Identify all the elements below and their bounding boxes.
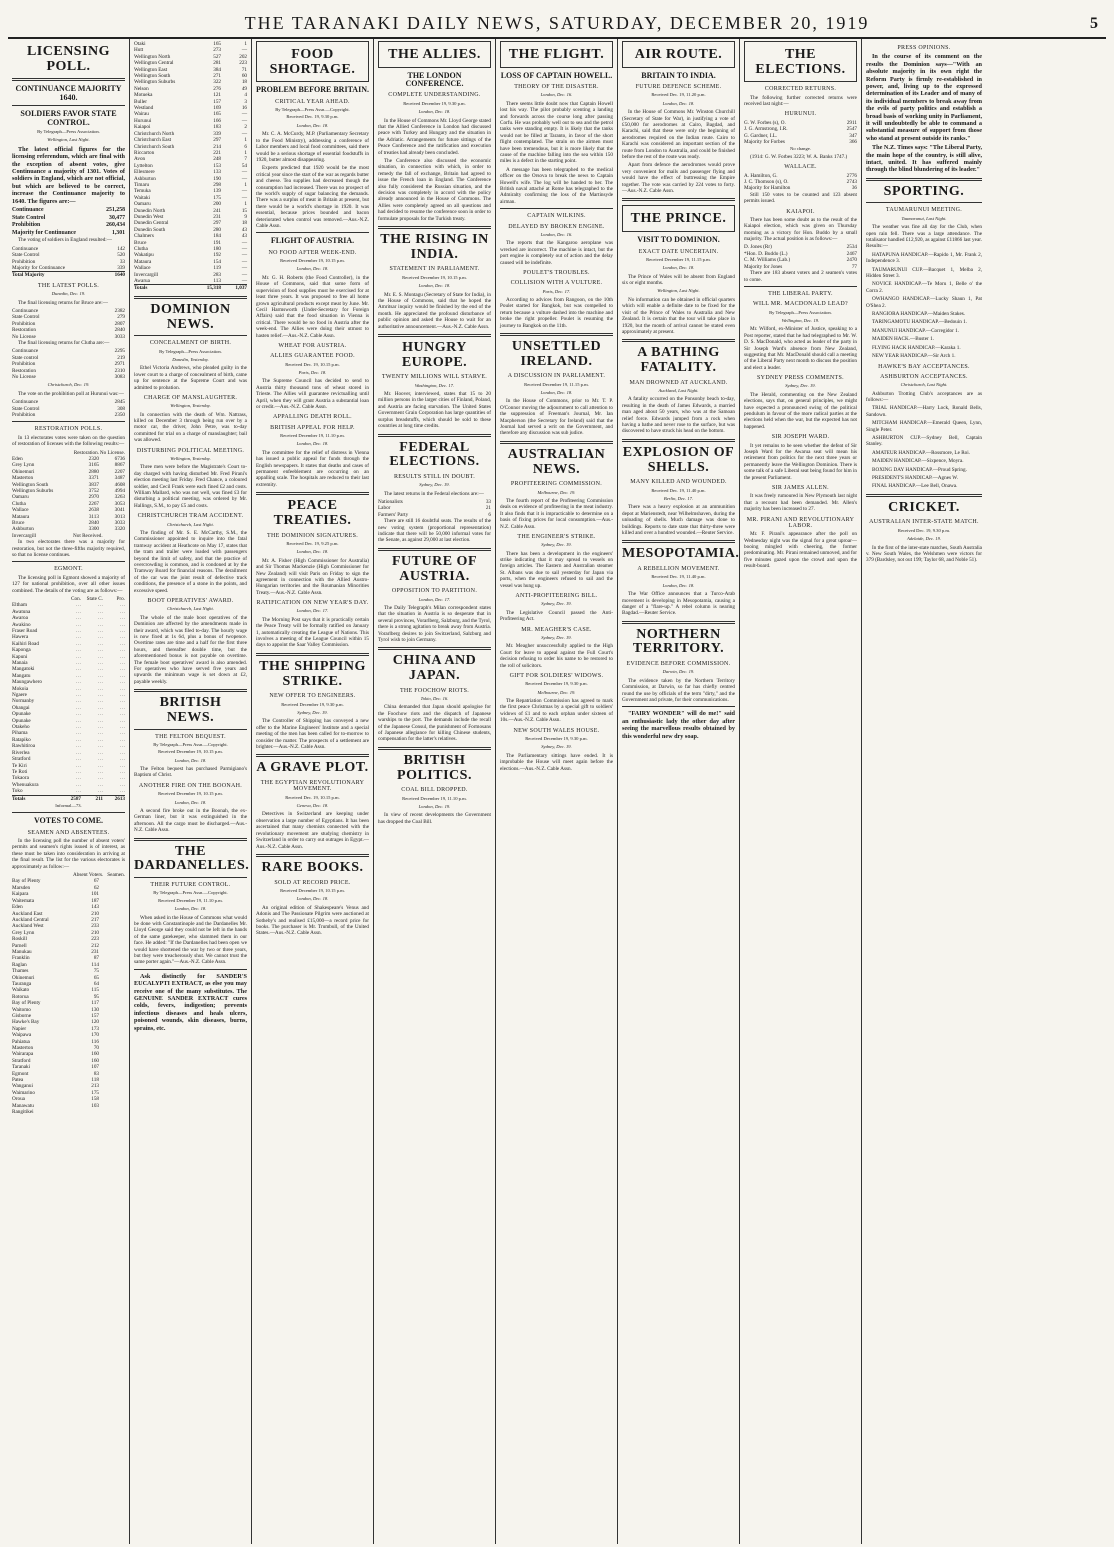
table-row: Temuka 139 — (134, 188, 247, 195)
table-row: Masterton 3371 3487 (12, 475, 125, 482)
table-row: Oamaru 200 1 (134, 201, 247, 208)
table-row: Parnell 212 (12, 942, 99, 949)
table-row: Otaki 165 1 (134, 41, 247, 47)
table-row: Rotorua 95 (12, 993, 99, 1000)
table-row: Roskill 223 (12, 936, 99, 943)
subhead-soldiers: SOLDIERS FAVOR STATE CONTROL. (20, 109, 117, 127)
table-row: Kaipara 101 (12, 891, 99, 898)
table-row: Invercargill Not Received. (12, 532, 103, 539)
table-row: Dunedin North 241 15 (134, 207, 247, 214)
table-row: Wallace 2638 3041 (12, 507, 125, 514)
results-table (12, 207, 125, 237)
table-row: Thames 75 (12, 968, 99, 975)
page-number: 5 (1090, 15, 1100, 32)
headline-northern-territory: NORTHERN TERRITORY. (632, 626, 725, 657)
table-row: Rawhitiroa … … … (12, 743, 125, 750)
headline-bathing-fatality: A BATHING FATALITY. (637, 345, 720, 375)
column-2: Otaki 165 1 Hutt 273 — Wellington North 527 202 Wellington Central 281 223 Wellington East 384 71 Wellington South 271 60 Wellington Suburbs 322 18 Nelson 276 49 Motueka 121 4 Buller 157 3 Westland 169 16 Wairau 165 — Hurunui 166 — Kaiapoi 183 2 Christchurch North 339 — Christchurch East 297 1 Christchurch South 214 6 Riccarton 221 1 Avon 248 7 Lyttelton 153 54 Ellesmere 133 — Ashburton 190 — Timaru 298 1 Temuka 139 — Waitaki 175 — Oamaru 200 1 Dunedin North 241 15 Dunedin West 231 9 Dunedin Central 297 18 Dunedin South 280 43 Chalmers 184 43 Bruce 191 — Clutha 180 — Wakatipu 192 — Mataura 154 — Wallace 119 — Invercargill 283 — Awarua 113 — Totals 15,318 1,037 DOMINION NEWS. CONCEALMENT OF BIRTH. By Telegraph—Press Association. Dunedin, Yesterday. Ethel Victoria Andrews, who pleaded guilty in the lower court to a charge of concealment of birth, came up for sentence at the Supreme Court and was admitted to probation. CHARGE OF MANSLAUGHTER. Wellington, Yesterday. In connection with the death of Wm. Nattrass, killed on December 3 through being run over by a motor car, the driver, John Petre, was to-day committed for trial on a charge of manslaughter; bail was allowed. DISTURBING POLITICAL MEETING. Wellington, Yesterday. Three men were before the Magistrate's Court to-day charged with having disturbed Mr. Fred Pirani's election meeting last Friday. Fred Chance, a coloured soldier, and Cecil Frank were each fined £2 and costs. William Mallard, who was not well, was fined £3 for disturbing a political meeting, was ordered by Mr. Hallings, S.M., to pay £5 and costs. CHRISTCHURCH TRAM ACCIDENT. Christchurch, Last Night. The finding of Mr. S. E. McCarthy, S.M., the Commissioner appointed to inquire into the fatal tramway accident at Heathcote on May 17, states that the tram and trailer were loaded with passengers beyond the limit of safety, and that the practice of overcrowding is common, and is condoned at by the Tramway Board for financial reasons. The derailment of the car was the joint result of defective track conditions, the presence of a stone in the points, and excessive speed. BOOT OPERATIVES' AWARD. Christchurch, Last Night. The whole of the male boot operatives of the Dominion are affected by the amendments made in their award, which was filed to-day. The hourly wage is now fixed at 1s 6d, plus a bonus of twopence. Overtime rates are time and a half for the first three hours, and thereafter double time, but the aforementioned bonus is not payable on overtime. The female boot operatives' award is also amended. For operatives who have served five years and upwards the minimum wage is set down at £2, payable weekly. BRITISH NEWS. THE FELTON BEQUEST. By Telegraph—Press Assn.—Copyright. Received December 19, 10.15 p.m. London, Dec. 18. The Felton bequest has purchased Parmigiano's Baptism of Christ. ANOTHER FIRE ON THE BOONAH. Received December 19, 10.15 p.m. London, Dec. 18. A second fire broke out in the Boonah, the ex-German liner, but it was extinguished in the afternoon. All the cargo must be discharged.—Aus.-N.Z. Cable Assn. THE DARDANELLES. THEIR FUTURE CONTROL. By Telegraph—Press Assn.—Copyright. Received December 19, 11.10 p.m. London, Dec. 18. When asked in the House of Commons what would be done with Constantinople and the Dardanelles Mr. Lloyd George said they could not be left in the hands of the same gatekeeper, who slammed them in our face. He added: "If the Dardanelles had been open we would have shortened the war by two or three years, but they were treacherously shut. We cannot trust the same porter again."—Aus.-N.Z. Cable Assn. Ask distinctly for SANDER'S EUCALYPTI EXTRACT, as else you may receive one of the many substitutes. The GENUINE SANDER EXTRACT cures colds, fevers, indigestion; prevents infectious diseases and heals ulcers, poisoned wounds, skin diseases, burns, sprains, etc. (130, 39, 252, 1544)
table-row: Awatuna … … … (12, 608, 125, 615)
column-4: THE ALLIES. THE LONDON CONFERENCE. COMPLETE UNDERSTANDING. Received December 19, 9.30 p.m. London, Dec. 18. In the House of Commons Mr. Lloyd George stated that the Allied Conference in London had discussed peace with Turkey and Hungary and the situation in the Adriatic. Arrangements for future sittings of the Peace Conference and the ratification and execution of treaties had already been concluded. The Conference also discussed the economic situation, in connection with which, in order to remedy the fall of exchange, Britain had agreed to issue the French loan in England. The Conference also fully considered the Russian situation, and the decision was completely in accord with the policy already announced in the House of Commons. The Allies were completely agreed on all questions and had decided to resume the conference soon in order to formulate proposals for the Turkish treaty. THE RISING IN INDIA. STATEMENT IN PARLIAMENT. Received December 19, 10.15 p.m. London, Dec. 18. Mr. E. S. Montagu (Secretary of State for India), in the House of Commons, said that he hoped the Amritsar inquiry would be finished by the end of the month. He appreciated the profound disturbance of public opinion and asked the House to wait for an authoritative announcement.—Aus.-N.Z. Cable Assn. HUNGRY EUROPE. TWENTY MILLIONS WILL STARVE. Washington, Dec. 17. Mr. Hoover, interviewed, states that 15 to 20 million persons in the larger cities of Finland, Poland, and Austria are facing starvation. The United States Government Grain Corporation has large quantities of surplus breadstuffs, which should be sold to these countries at long time credits. FEDERAL ELECTIONS. RESULTS STILL IN DOUBT. Sydney, Dec. 19. The latest returns in the Federal elections are:— Nationalists 33 Labor 21 Farmers' Party 6 There are still 16 doubtful seats. The results of the new voting system (proportional representation) indicate that there will be 50,000 informal votes for the Senate, as against 29,000 at last election. FUTURE OF AUSTRIA. OPPOSITION TO PARTITION. London, Dec. 17. The Daily Telegraph's Milan correspondent states that the situation in Austria is so desperate that in several provinces, Vorarlberg, Salzburg, and the Tyrol, there is a strong agitation to break away from Austria. Vorarlberg desires to join Switzerland, Salzburg and Tyrol wish to join Germany. CHINA AND JAPAN. THE FOOCHOW RIOTS. Tokio, Dec. 16. China demanded that Japan should apologise for the Foochow riots and the dispatch of Japanese warships to the port. The demands include the recall of the Japanese Consul, the punishment of Formosans of Japanese allegiance for killing Chinese students, compensation for the latter's relatives. BRITISH POLITICS. COAL BILL DROPPED. Received December 19, 11.10 p.m. London, Dec. 19. In view of recent developments the Government has dropped the Coal Bill. (374, 39, 496, 1544)
table-row: Avon 248 7 (134, 156, 247, 163)
table-row: Fraser Road … … … (12, 627, 125, 634)
table-row: Wanganui 213 (12, 1083, 99, 1090)
headline-sporting: SPORTING. (883, 183, 965, 199)
headline-future-of-austria: FUTURE OF AUSTRIA. (392, 553, 477, 584)
table-row: Auckland East 210 (12, 910, 99, 917)
masthead (8, 4, 1106, 39)
headline-the-elections: THE ELECTIONS. (755, 47, 846, 77)
table-row: Wairau 165 — (134, 111, 247, 118)
table-row: Stratford 160 (12, 1057, 99, 1064)
table-row: Nelson 276 49 (134, 85, 247, 92)
table-row: Wellington South 271 60 (134, 73, 247, 80)
headline-the-prince: THE PRINCE. (630, 211, 727, 227)
headline-shipping-strike: THE SHIPPING STRIKE. (259, 658, 366, 689)
result-row: State Control 30,477 (12, 214, 125, 221)
table-row: Timaru 298 1 (134, 181, 247, 188)
table-row: Ngaere … … … (12, 692, 125, 699)
column-6: AIR ROUTE. BRITAIN TO INDIA. FUTURE DEFENCE SCHEME. Received Dec. 19, 11.20 p.m. London, Dec. 18. In the House of Commons Mr. Winston Churchill (Secretary of State for War), in justifying a vote of £50,000 for aerodromes at Cairo, Bagdad, and Karachi, said that these were only the beginning of aerodromes required on the Indian route. Cairo to Karachi was considered an important section of the route from London to Australia, and could be finished before the rest of the route was ready. Apart from defence the aerodromes would prove very convenient for mails and passenger flying and would have the effect of buttressing the Empire together. The vote was carried by 224 votes to forty.—Aus.-N.Z. Cable Assn. THE PRINCE. VISIT TO DOMINION. EXACT DATE UNCERTAIN. Received December 19, 11.15 p.m. London, Dec. 18. The Prince of Wales will be absent from England six or eight months. Wellington, Last Night. No information can be obtained in official quarters which will enable a definite date to be fixed for the visit of the Prince of Wales to Australia and New Zealand. It is certain that the tour will take place in 1920, but the month of arrival cannot be stated even approximately at present. A BATHING FATALITY. MAN DROWNED AT AUCKLAND. Auckland, Last Night. A fatality occurred on the Ponsonby beach to-day, resulting in the death of James Edwards, a married man aged about 50 years, who was at the Samoan relief force. Edwards jumped from a rock when having a bathe and never rose to the surface, but was discovered to have struck his head on the bottom. EXPLOSION OF SHELLS. MANY KILLED AND WOUNDED. Received Dec. 19, 11.40 p.m. Berlin, Dec. 17. There was a heavy explosion at an ammunition depot at Marienstedt, near Wilhelmshaven, during the unloading of shells. Much damage was done to buildings. Reports to date state that thirty-three were killed and over a hundred wounded.—Reuter Service. MESOPOTAMIA. A REBELLION MOVEMENT. Received Dec. 19, 11.40 p.m. London, Dec. 18. The War Office announces that a Turco-Arab movement is developing in Mesopotamia, causing a danger of a "flare-up." A rebel column is nearing Bagdad.—Reuter Service. NORTHERN TERRITORY. EVIDENCE BEFORE COMMISSION. Darwin, Dec. 19. The evidence taken by the Northern Territory Commission, at Darwin, so far has chiefly centred round the use by officials of the term "dirty," and the Government and private, for their communications. "FAIRY WONDER" will do me!" said an enthusiastic lady the other day after seeing the marvellous results obtained by this wonderful new dry soap. (618, 39, 740, 1544)
race-result: NOVICE HANDICAP.—Te Moru 1, Belle o' the Corra 2. (866, 281, 982, 294)
table-row: Manaia … … … (12, 660, 125, 667)
table-row: Waitomo 130 (12, 1006, 99, 1013)
table-row: Ratapiko … … … (12, 736, 125, 743)
headline-australian-news: AUSTRALIAN NEWS. (507, 446, 606, 477)
table-row: Awakino … … … (12, 621, 125, 628)
race-result: TARINGAMOTU HANDICAP.—Bedouin 1. (872, 319, 967, 326)
headline-restoration: RESTORATION POLLS. (34, 426, 103, 433)
table-row: Eden 2320 6736 (12, 455, 125, 462)
table-row: Bruce 2840 3033 (12, 520, 125, 526)
table-row: Egmont 83 (12, 1070, 99, 1077)
column-7: THE ELECTIONS. CORRECTED RETURNS. The following further corrected returns were received last night:— HURUNUI. G. W. Forbes (s), O. 2911 J. G. Armstrong, I.R. 2547 G. Gardner, I.L. 347 Majority for Forbes 366 No change. (1914: G. W. Forbes 3223; W. A. Banks 1747.) WALLACE. A. Hamilton, G. 2776 J. C. Thomson (s), O. 2743 Majority for Hamilton 36 Still 150 votes to be counted and 123 absent permits issued. KAIAPOI. There has been some doubt as to the result of the Kaiapoi election, which was given on Thursday morning as a victory for Hon. Buddo by a small majority. The actual position is as follows:— D. Jones (Rr) 2534 *Hon. D. Buddo (L.) 2467 C. M. Williams (Lab.) 2470 Majority for Jones 77 There are 183 absent voters and 2 seamen's votes to come. THE LIBERAL PARTY. WILL MR. MACDONALD LEAD? By Telegraph—Press Association. Wellington, Dec. 19. Mr. Wilford, ex-Minister of Justice, speaking to a Post reporter, stated that he had telegraphed to Mr. W. D. S. MacDonald, who acted as leader of the party in Sir Joseph Ward's absence from New Zealand, suggesting that Mr. MacDonald should call a meeting of the Liberal Party next month to discuss the position and elect a leader. SYDNEY PRESS COMMENTS. Sydney, Dec. 19. The Herald, commenting on the New Zealand elections, says that, on general principles, we might have expected a pronounced swing of the political pendulum in favour of the more radical parties at the elections held when the war, but the expected has not happened. SIR JOSEPH WARD. It yet remains to be seen whether the defeat of Sir Joseph Ward for the Awarua seat will mean his retirement from politics for the next three years or permanently leave the Wellington Dominion. There is some talk of a safe Liberal seat being found for him in the present Parliament. SIR JAMES ALLEN. It was freely rumoured in New Plymouth last night that a recount had been demanded. Mr. Allen's majority has been increased to 27. MR. PIRANI AND REVOLUTIONARY LABOR. Mr. F. Pirani's appearance after the poll on Wednesday night was the signal for a great uproar—booing mingled with cheering, the former predominating. Mr. Pirani remained unmoved, and for five minutes gazed upon the crowd and upon the result-board. (740, 39, 862, 1544)
table-row: Wellington North 527 202 (134, 53, 247, 60)
headline-food-shortage: FOOD SHORTAGE. (269, 47, 356, 77)
table-row: Buller 157 3 (134, 98, 247, 105)
headline-egmont: EGMONT. (54, 566, 83, 573)
table-row: Wallace 119 — (134, 265, 247, 272)
table-row: Maungawhero … … … (12, 679, 125, 686)
table-row: Waipawa 170 (12, 1032, 99, 1039)
table-row: Mokoia … … … (12, 685, 125, 692)
table-row: Taranaki 107 (12, 1064, 99, 1071)
headline-federal-elections: FEDERAL ELECTIONS. (389, 439, 480, 470)
table-row: Bruce 191 — (134, 239, 247, 246)
headline-cricket: CRICKET. (888, 499, 960, 515)
table-row: Wairarapa 160 (12, 1051, 99, 1058)
headline-the-allies: THE ALLIES. (388, 47, 481, 62)
fairy-wonder-advert: "FAIRY WONDER" will do me!" said an enthusiastic lady the other day after seeing the marvellous results obtained by this wonderful new dry soap. (622, 710, 735, 740)
table-row: Mataura 154 — (134, 258, 247, 265)
table-row: Christchurch North 339 — (134, 130, 247, 137)
masthead-title: THE TARANAKI DAILY NEWS, SATURDAY, DECEMBER 20, 1919 (244, 13, 870, 33)
advertisement: Ask distinctly for SANDER'S EUCALYPTI EXTRACT, as else you may receive one of the many substitutes. The GENUINE SANDER EXTRACT cures colds, fevers, indigestion; prevents infectious diseases and heals ulcers, poisoned wounds, skin diseases, burns, sprains, etc. (134, 972, 247, 1032)
table-row: Tokaora … … … (12, 775, 125, 782)
headline-mesopotamia: MESOPOTAMIA. (622, 546, 740, 562)
result-row: Prohibition 260,434 (12, 222, 125, 229)
headline-air-route: AIR ROUTE. (634, 47, 723, 62)
table-row: Marsden 62 (12, 884, 99, 891)
egmont-table (12, 602, 125, 794)
headline-explosion-of-shells: EXPLOSION OF SHELLS. (622, 444, 735, 475)
votes-table (12, 878, 125, 1115)
table-row: Awarua 113 — (134, 278, 247, 285)
table-row: Pihama … … … (12, 730, 125, 737)
table-row: Eden 143 (12, 904, 99, 911)
table-row: Awaroa … … … (12, 615, 125, 622)
headline-china-and-japan: CHINA AND JAPAN. (392, 653, 477, 684)
table-row: Ohinemuri 2880 2207 (12, 468, 125, 475)
race-result: ASHBURTON CUP.—Sydney Bell, Captain Stanley. (866, 434, 982, 448)
table-row: Opunake … … … (12, 717, 125, 724)
headline-british-politics: BRITISH POLITICS. (397, 752, 472, 783)
race-result: MAIDEN HACK.—Buster 1. (872, 336, 934, 343)
table-row: Manawatu 103 (12, 1102, 99, 1109)
table-row: Dunedin South 280 43 (134, 226, 247, 233)
race-result: MITCHAM HANDICAP.—Emerald Queen, Lynn, Single Peter. (866, 420, 982, 433)
race-result: OWHANGO HANDICAP.—Lucky Shaun 1, Pat O'Shea 2. (866, 296, 982, 309)
headline-hungry-europe: HUNGRY EUROPE. (401, 340, 468, 370)
table-row: Patea 118 (12, 1077, 99, 1084)
table-row: Ohinemuri 65 (12, 974, 99, 981)
table-row: Kaponga … … … (12, 647, 125, 654)
england-text: The voting of soldiers in England resulted:— (18, 237, 112, 244)
race-result: HATAPUNA HANDICAP.—Rapido 1, Mr. Frank 2, Independence 3. (866, 251, 982, 265)
table-row: Riccarton 221 1 (134, 149, 247, 156)
race-result: MAIDEN HANDICAP.—Sixpence, Moyra. (872, 458, 964, 465)
table-row: Christchurch East 297 1 (134, 137, 247, 144)
table-row: Franklin 87 (12, 955, 99, 962)
table-row: Bay of Plenty 117 (12, 1000, 99, 1007)
table-row: Mangatoki … … … (12, 666, 125, 673)
race-result: NEW YEAR HANDICAP.—Sir Arch 1. (872, 353, 956, 360)
table-row: Pahiatua 116 (12, 1038, 99, 1045)
table-row: Grey Lynn 3165 8867 (12, 462, 125, 469)
table-row: Oroua 158 (12, 1096, 99, 1103)
headline-the-flight: THE FLIGHT. (508, 47, 605, 62)
table-row: Waitemata 187 (12, 897, 99, 904)
table-row: Ashburton 190 — (134, 175, 247, 182)
result-row: Continuance 251,258 (12, 207, 125, 213)
column-1: LICENSING POLL. CONTINUANCE MAJORITY 1640. SOLDIERS FAVOR STATE CONTROL. By Telegraph—Press Association. Wellington, Last Night. The latest official figures for the licensing referendum, which are final with the exception of absent votes, give Continuance a majority of 1301. Votes of soldiers in England, which are not official, but which are believed to be correct, increase the Continuance majority to 1640. The figures are:— Continuance 251,258 State Control 30,477 Prohibition 260,434 Majority for Continuance 1,301 The voting of soldiers in England resulted:— Continuance 142 State Control 520 Prohibition 33 Majority for Continuance 339 Total Majority 1640 THE LATEST POLLS. Dunedin, Dec. 19. The final licensing returns for Bruce are:— Continuance 2382 State Control 279 Prohibition 2807 Restoration 2840 No License 3033 The final licensing returns for Clutha are:— Continuance 2295 State control 219 Prohibition 2971 Restoration 2310 No License 3083 Christchurch, Dec. 19. The vote on the prohibition poll at Hurunui was:— Continuance 2845 State Control 308 Prohibition 2350 RESTORATION POLLS. In 13 electorates votes were taken on the question of restoration of licenses with the following results:— Restoration. No License. Eden 2320 6736 Grey Lynn 3165 8867 Ohinemuri 2880 2207 Masterton 3371 3487 Wellington South 3837 4608 Wellington Suburbs 3752 4994 Oamaru 2970 3263 Clutha 2267 3053 Wallace 2638 3041 Mataura 3113 3013 Bruce 2840 3033 Ashburton 3300 3320 Invercargill Not Received. In two electorates there was a majority for restoration, but not the three-fifths majority required, so that no license continues. EGMONT. The licensing poll in Egmont showed a majority of 127 for national prohibition, over all other issues combined. The details of the voting are as follows:— Con. State C. Pro. Eltham … … … Awatuna … … … Awaroa … … … Awakino … … … Fraser Road … … … Hawera … … … Kaihiri Road … … … Kaponga … … … Kapuni … … … Manaia … … … Mangatoki … … … Mangatu … … … Maungawhero … … … Mokoia … … … Ngaere … … … Normanby … … … Ohangai … … … Opunake … … … Opunake … … … Otakeho … … … Pihama … … … Ratapiko … … … Rawhitiroa … … … Riverlea … … … Stratford … … … Te Kiri … … … Te Roti … … … Tokaora … … … Whenuakura … … … Toko … … … Totals 2587 211 2613 Informal—73. VOTES TO COME. SEAMEN AND ABSENTEES. In the licensing poll the number of absent voters' permits and seamen's rights issued is of interest, as these must be taken into consideration in arriving at the final result. The list for the various electorates is approximately as follow:— Absent Voters. Seamen. Bay of Plenty 67 Marsden 62 Kaipara 101 Waitemata 187 Eden 143 Auckland East 210 Auckland Central 217 Auckland West 233 Grey Lynn 210 Roskill 223 Parnell 212 Manukau 231 Franklin 87 Raglan 114 Thames 75 Ohinemuri 65 Tauranga 64 Waikato 115 Rotorua 95 Bay of Plenty 117 Waitomo 130 Gisborne 157 Hawke's Bay 120 Napier 173 Waipawa 170 Pahiatua 116 Masterton 70 Wairarapa 160 Stratford 160 Taranaki 107 Egmont 83 Patea 118 Wanganui 213 Waimarino 175 Oroua 158 Manawatu 103 Rangitikei (8, 39, 130, 1544)
race-results (866, 252, 982, 360)
table-row: Kapuni … … … (12, 653, 125, 660)
table-row: Stratford … … … (12, 756, 125, 763)
table-row: Invercargill 283 — (134, 271, 247, 278)
table-row: Wellington Central 281 223 (134, 60, 247, 67)
headline-press-opinions: PRESS OPINIONS. (897, 45, 951, 51)
table-row: Hurunui 166 — (134, 117, 247, 124)
race-result: MANUNUI HANDICAP.—Corregidor 1. (872, 327, 960, 334)
table-row: Gisborne 157 (12, 1013, 99, 1020)
table-row: Wellington Suburbs 322 18 (134, 79, 247, 86)
table-row: Auckland West 233 (12, 923, 99, 930)
table-row: Mangatu … … … (12, 672, 125, 679)
table-row: Christchurch South 214 6 (134, 143, 247, 150)
table-row: Grey Lynn 210 (12, 929, 99, 936)
table-row: Ohangai … … … (12, 704, 125, 711)
headline-peace-treaties: PEACE TREATIES. (273, 498, 352, 528)
headline-rising-in-india: THE RISING IN INDIA. (380, 232, 489, 262)
table-row: Whenuakura … … … (12, 781, 125, 788)
table-row: Hutt 273 — (134, 47, 247, 54)
race-result: RANGIORA HANDICAP.—Maiden Stakes. (872, 311, 966, 318)
table-row: Eltham … … … (12, 602, 125, 609)
majority-row: Majority for Continuance 1,301 (12, 229, 125, 236)
race-result: BOXING DAY HANDICAP.—Proud Spring. (872, 466, 967, 473)
table-row: Raglan 114 (12, 961, 99, 968)
ashburton-acceptances (866, 405, 982, 489)
table-row: Hawera … … … (12, 634, 125, 641)
table-row: Bay of Plenty 67 (12, 878, 99, 885)
table-row: Dunedin Central 297 18 (134, 220, 247, 227)
headline-british-news: BRITISH NEWS. (159, 695, 222, 725)
headline-unsettled-ireland: UNSETTLED IRELAND. (511, 338, 602, 369)
table-row: Toko … … … (12, 788, 125, 795)
votes-table-continued (134, 41, 247, 284)
table-row: Kaiapoi 183 2 (134, 124, 247, 131)
table-row: Hawke's Bay 120 (12, 1019, 99, 1026)
table-row: Ellesmere 133 — (134, 169, 247, 176)
table-row: Chalmers 184 43 (134, 233, 247, 240)
table-row: Lyttelton 153 54 (134, 162, 247, 169)
table-row: Oamaru 2970 3263 (12, 494, 125, 501)
byline: By Telegraph—Press Association. (37, 128, 100, 134)
headline-votes-to-come: VOTES TO COME. (33, 816, 104, 826)
table-row: Rangitikei (12, 1109, 34, 1116)
table-row: Auckland Central 217 (12, 916, 99, 923)
table-row: Motueka 121 4 (134, 92, 247, 99)
headline-latest-polls: THE LATEST POLLS. (37, 282, 100, 289)
race-result: FLYING HACK HANDICAP.—Karaka 1. (872, 344, 961, 351)
subhead-continuance: CONTINUANCE MAJORITY 1640. (15, 84, 122, 102)
table-row: Masterton 70 (12, 1045, 99, 1052)
column-8: PRESS OPINIONS. In the course of its comment on the results the Dominion says—"With an absolute majority in its own right the Reform Party is firmly re-established in power, and, living up to the expressed determination of its Leader and of many of its individual members to break away from the evils of party politics and establish a broad basis of working unity in Parliament, it will undoubtedly be able to command a substantial measure of support from those who stand at present outside its ranks." The N.Z. Times says: "The Liberal Party, the main hope of the country, is still alive, intact, united. It has suffered mainly through the blind blundering of its leader." SPORTING. TAUMARUNUI MEETING. Taumarunui, Last Night. The weather was fine all day for the Club, when open rain fell. There was a large attendance. The totalisator handled £12,920, as against £11866 last year. Results:— HATAPUNA HANDICAP.—Rapido 1, Mr. Frank 2, Independence 3. TAUMARUNUI CUP.—Bacquet 1, Melba 2, Hidden Street 3. NOVICE HANDICAP.—Te Moru 1, Belle o' the Corra 2. OWHANGO HANDICAP.—Lucky Shaun 1, Pat O'Shea 2. RANGIORA HANDICAP.—Maiden Stakes. TARINGAMOTU HANDICAP.—Bedouin 1. MANUNUI HANDICAP.—Corregidor 1. MAIDEN HACK.—Buster 1. FLYING HACK HANDICAP.—Karaka 1. NEW YEAR HANDICAP.—Sir Arch 1. HAWKE'S BAY ACCEPTANCES. ASHBURTON ACCEPTANCES. Christchurch, Last Night. Ashburton Trotting Club's acceptances are as follows:— TRIAL HANDICAP.—Harry Lock, Ronald Bells, Sandown. MITCHAM HANDICAP.—Emerald Queen, Lynn, Single Peter. ASHBURTON CUP.—Sydney Bell, Captain Stanley. AMATEUR HANDICAP.—Rossmore, Le Roi. MAIDEN HANDICAP.—Sixpence, Moyra. BOXING DAY HANDICAP.—Proud Spring. PRESIDENT'S HANDICAP.—Agnes W. FINAL HANDICAP.—Lee Bell, Onawa. CRICKET. AUSTRALIAN INTER-STATE MATCH. Received Dec. 19, 9.30 p.m. Adelaide, Dec. 19. In the first of the inter-state matches, South Australia v. New South Wales, the Welshmen were victors for 379 (Bardsley, not out 199; Taylor 68, and Noble 51). (866, 45, 982, 564)
lead-paragraph: The latest official figures for the licensing referendum, which are final with the exception of absent votes, give Continuance a majority of 1301. Votes of soldiers in England, which are not official, but which are believed to be correct, increase the Continuance majority to 1640. The figures are:— (12, 145, 125, 205)
race-result: TAUMARUNUI CUP.—Bacquet 1, Melba 2, Hidden Street 3. (866, 266, 982, 280)
table-row: Wellington South 3837 4608 (12, 481, 125, 488)
table-row: Opunake … … … (12, 711, 125, 718)
table-row: Wakatipu 192 — (134, 252, 247, 259)
table-row: Waikato 115 (12, 987, 99, 994)
table-row: Kaihiri Road … … … (12, 640, 125, 647)
headline-dominion-news: DOMINION NEWS. (150, 301, 231, 332)
table-row: Tauranga 64 (12, 980, 99, 987)
table-row: Waitaki 175 — (134, 194, 247, 201)
headline-grave-plot: A GRAVE PLOT. (256, 760, 369, 776)
table-row: Dunedin West 231 9 (134, 213, 247, 220)
table-row: Manukau 231 (12, 948, 99, 955)
column-3: FOOD SHORTAGE. PROBLEM BEFORE BRITAIN. CRITICAL YEAR AHEAD. By Telegraph—Press Assn.—Copyright. Received Dec. 19, 9.30 p.m. London, Dec. 18. Mr. C. A. McCurdy, M.P. (Parliamentary Secretary to the Food Ministry), addressing a conference of Labor members and local food committees, said there would be a serious shortage of essential foodstuffs in 1920, butter almost disappearing. Experts predicted that 1920 would be the most critical year since the start of the war as regards butter and cheese. Tea supplies had decreased though the consumption had increased. There was no prospect of the world's supply of sugar balancing the demands. There was a surplus of meat in Britain at present, but there would be a world's shortage in 1920. It was essential, because prices bounded and bacon deteriorated when control was removed.—Aus.-N.Z. Cable Assn. FLIGHT OF AUSTRIA. NO FOOD AFTER WEEK-END. Received December 19, 10.15 p.m. London, Dec. 18. Mr. G. H. Roberts (the Food Controller), in the House of Commons, said that some form of supervision of food supplies must be exercised for at least three years. It was proposed to free all home grown agricultural products except meat by June. Mr. Cecil Harmsworth (Under-Secretary for Foreign Affairs) said that the food situation in Vienna is critical. There would be no food in Austria after the week-end. The Allies were doing their utmost to hasten relief.—Aus.-N.Z. Cable Assn. WHEAT FOR AUSTRIA. ALLIES GUARANTEE FOOD. Received Dec. 19, 10.15 p.m. Paris, Dec. 18. The Supreme Council has decided to send to Austria thirty thousand tons of wheat stored in Trieste. The Allies will guarantee revictualling until April, when they will grant Austria a substantial loan or credit.—Aus.-N.Z. Cable Assn. APPALLING DEATH ROLL. BRITISH APPEAL FOR HELP. Received December 19, 11.10 p.m. London, Dec. 18. The committee for the relief of distress in Vienna has issued a public appeal for funds through the English newspapers. It states that deaths and cases of permanent enfeeblement are occurring on an appalling scale. The hospitals are reduced to their last extremity. PEACE TREATIES. THE DOMINION SIGNATURES. Received Dec. 19, 9.25 p.m. London, Dec. 18. Mr. A. Fisher (High Commissioner for Australia) and Sir Thomas Mackenzie (High Commissioner for New Zealand) will visit Paris on Friday to sign the agreement in connection with the Allied Austro-Hungarian territories and the Roumanian Minorities Treaty.—Aus.-N.Z. Cable Assn. RATIFICATION ON NEW YEAR'S DAY. London, Dec. 17. The Morning Post says that it is practically certain the Peace Treaty will be formally ratified on January 1, automatically creating the League of Nations. This involves a meeting of the League Council within 15 days to appoint the Saar Valley Commission. THE SHIPPING STRIKE. NEW OFFER TO ENGINEERS. Received December 19, 9.30 p.m. Sydney, Dec. 19. The Controller of Shipping has conveyed a new offer to the Marine Engineers' Institute and a special meeting of the men has been called for to-morrow to consider the matter. The prospects of a settlement are brighter.—Aus.-N.Z. Cable Assn. A GRAVE PLOT. THE EGYPTIAN REVOLUTIONARY MOVEMENT. Received Dec. 19, 10.15 p.m. Geneva, Dec. 18. Detectives in Switzerland are keeping under observation a large number of Egyptians. It has been ascertained that many chemists connected with the revolutionary movement are studying chemistry in Switzerland in order to carry out outrages in Egypt.—Aus.-N.Z. Cable Assn. RARE BOOKS. SOLD AT RECORD PRICE. Received December 19, 10.15 p.m. London, Dec. 18. An original edition of Shakespeare's Venus and Adonis and The Passionate Pilgrim were auctioned at Sotheby's and realised £15,000—a record price for books. The purchaser is Mr. Trumbull, of the United States.—Aus.-N.Z. Cable Assn. (252, 39, 374, 1544)
table-row: Riverlea … … … (12, 749, 125, 756)
table-row: Otakeho … … … (12, 724, 125, 731)
table-row: Napier 173 (12, 1025, 99, 1032)
headline-licensing-poll: LICENSING POLL. (26, 44, 111, 74)
table-row: Clutha 2267 3053 (12, 500, 125, 507)
table-row: Wellington East 384 71 (134, 66, 247, 73)
dateline: Wellington, Last Night. (47, 137, 90, 143)
table-row: Normanby … … … (12, 698, 125, 705)
race-result: TRIAL HANDICAP.—Harry Lock, Ronald Bells, Sandown. (866, 405, 982, 418)
table-row: Wellington Suburbs 3752 4994 (12, 487, 125, 494)
table-row: Mataura 3113 3013 (12, 513, 125, 520)
column-5: THE FLIGHT. LOSS OF CAPTAIN HOWELL. THEORY OF THE DISASTER. London, Dec. 16. There seems little doubt now that Captain Howell lost his way. The pilot probably scenting a landing and forwards across the course long after passing Corfu. He was probably well out to sea and the petrol tanks were standing empty. It is likely that the tanks would not be filled at Taranto, in favor of the short flight contemplated. The strain on the airmen must have been tremendous, but it is more likely that the cause of the machine falling into the sea within 150 miles is a defect in the starting point. A message has been telegraphed to the medical officer on the Orsova to break the news to Captain Howell's wife. The log will be handed to her. The British naval attaché at Rome has telegraphed to the Admiralty confirming the loss of the Martinsyde airman. CAPTAIN WILKINS. DELAYED BY BROKEN ENGINE. London, Dec. 16. The reports that the Kangaroo aeroplane was wrecked are incorrect. The machine is intact, but the port engine is completely out of action and the delay caused will be indefinite. POULET'S TROUBLES. COLLISION WITH A VULTURE. Paris, Dec. 17. According to advices from Rangoon, on the 10th Poulet started for Bangkok, but was compelled to return because a vulture dashed into the machine and broke the right propeller. Poulet is resuming the journey to Bangkok on the 11th. UNSETTLED IRELAND. A DISCUSSION IN PARLIAMENT. Received December 19, 11.15 p.m. London, Dec. 18. In the House of Commons, prior to Mr. T. P. O'Connor moving the adjournment to call attention to the suppression of Freeman's Journal, Mr. Ian Macpherson (the Secretary for Ireland) said that the Journal had served a writ on the Government, and therefore any discussion was sub judice. AUSTRALIAN NEWS. PROFITEERING COMMISSION. Melbourne, Dec. 19. The fourth report of the Profiteering Commission deals on evidence of profiteering in the meat industry. It also finds that it is impracticable to determine on a basis of fixing prices for local consumption.—Aus.-N.Z. Cable Assn. THE ENGINEER'S STRIKE. Sydney, Dec. 19. There has been a development in the engineers' strike indicating that it may spread to vessels on foreign articles. The Eastern and Australian steamer St. Albans was due to sail yesterday for Japan via ports, when the engineers refused to sail and the vessel was hung up. ANTI-PROFITEERING BILL. Sydney, Dec. 19. The Legislative Council passed the Anti-Profiteering Act. MR. MEAGHER'S CASE. Sydney, Dec. 19. Mr. Meagher unsuccessfully applied to the High Court for leave to appeal against the Full Court's decision refusing to order his name to be restored to the roll of solicitors. GIFT FOR SOLDIERS' WIDOWS. Received December 19, 9.30 p.m. Melbourne, Dec. 19. The Repatriation Commission has agreed to mark the first peace Christmas by a special gift to soldiers' widows of £1 and to each orphan under sixteen of 10s.—Aus.-N.Z. Cable Assn. NEW SOUTH WALES HOUSE. Received December 19, 9.30 p.m. Sydney, Dec. 19. The Parliamentary sittings have ended. It is improbable the House will meet again before the elections.—Aus.-N.Z. Cable Assn. (496, 39, 618, 1544)
table-row: Te Kiri … … … (12, 762, 125, 769)
restoration-table (12, 456, 125, 539)
headline-rare-books: RARE BOOKS. (261, 859, 364, 875)
race-result: AMATEUR HANDICAP.—Rossmore, Le Roi. (872, 449, 970, 456)
table-row: Westland 169 16 (134, 105, 247, 112)
table-row: Waimarino 175 (12, 1089, 99, 1096)
table-row: Te Roti … … … (12, 768, 125, 775)
headline-dardanelles: THE DARDANELLES. (134, 843, 250, 874)
race-result: FINAL HANDICAP.—Lee Bell, Onawa. (872, 483, 958, 490)
table-row: Ashburton 3300 3320 (12, 526, 125, 533)
race-result: PRESIDENT'S HANDICAP.—Agnes W. (872, 474, 958, 481)
table-row: Clutha 180 — (134, 246, 247, 252)
